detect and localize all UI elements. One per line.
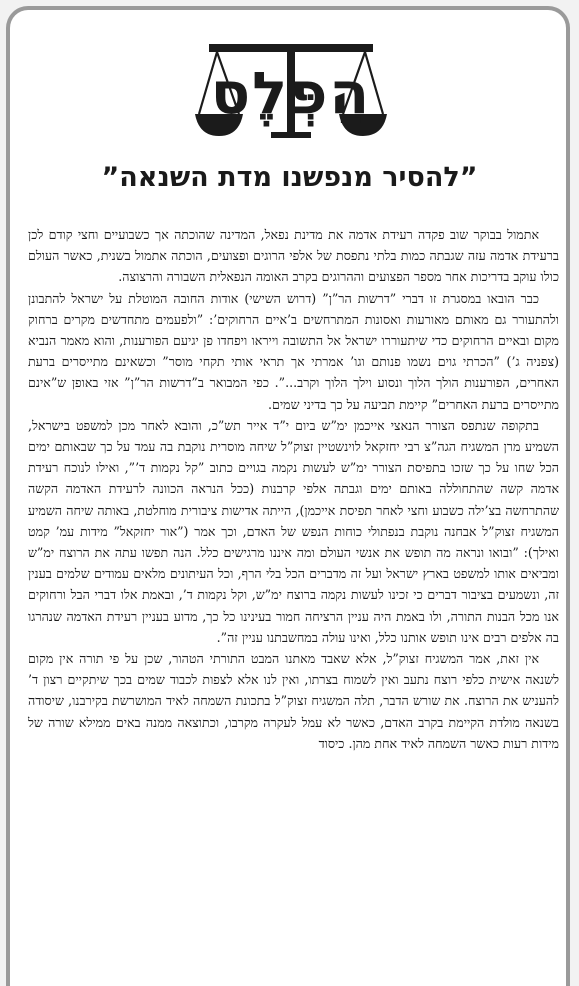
article-paragraph: כבר הובאו במסגרת זו דברי ”דרשות הר”ן” (דרוש השישי) אודות החובה המוטלת על ישראל להתבונן ולהתעורר גם מאותם מאורעות ואסונות המתרחשים ב’איים הרחוקים’: ”ולפעמים מתחדשים מקרים ברחוק מקום ובאיים הרחוקים כדי שיתעוררו ישראל אל התשובה וייראו ויפחדו פן יגיעם הפורענות, והוא מאמר הנביא (צפניה ג’) ”הכרתי גוים נשמו פנותם וגו’ אמרתי אך תראי אותי תקחי מוסר” וכשאינם מתייסרים ברעת האחרים, הפורענות הולך הלוך ונסוע וילך הלוך וקרב...”. כפי המבואר ב”דרשות הר”ן” אזי באופן ש”אינם מתייסרים ברעת האחרים” קיימת תביעה על כך בדיני שמים. <box>28 290 559 412</box>
article-body <box>28 224 559 754</box>
hapeles-logo <box>193 38 389 143</box>
logo-wordmark: הַפְּלֶס <box>210 59 372 127</box>
article-paragraph: אתמול בבוקר שוב פקדה רעידת אדמה את מדינת נפאל, המדינה שהוכתה אך כשבועיים וחצי קודם לכן ברעידת אדמה עזה שגבתה כמות בלתי נתפסת של אלפי הרוגים ופצועים, הוכתה אתמול בשנית, כאשר העולם כולו עוקב בדריכות אחר מספר הפצועים וההרוגים בקרב האומה הנפאלית השבורה והרצוצה. <box>28 227 559 285</box>
article-paragraph: בתקופה שנתפס הצורר הנאצי אייכמן ימ”ש ביום י”ד אייר תש”כ, והובא לאחר מכן למשפט בישראל, השמיע מרן המשגיח הגה”צ רבי יחזקאל לוינשטיין זצוק”ל שיחה מוסרית נוקבת בה עמד על כך שבאותם ימים הכל שחו על כך שזכו בתפיסת הצורר ימ”ש לעשות נקמה בגויים כתוב ”קל נקמות ד’”, ואילו לנוכח רעידת אדמה קשה שהתחוללה באותם ימים וגבתה אלפי קרבנות (ככל הנראה הכוונה לרעידת האדמה הקשה שהתרחשה בצ’ילה כשבוע וחצי לאחר תפיסת אייכמן), הייתה אדישות ציבורית מוחלטת, באותה שיחה השמיע המשגיח זצוק”ל אבחנה נוקבת בנפתולי כוחות הנפש של האדם, וכך אמר (”אור יחזקאל” מידות עמ’ קמט ואילך): ”ובואו ונראה מה תופש את אנשי העולם ומה איננו מרגישים כלל. הנה תפשו עתה את הרוצח ימ”ש ומביאים אותו למשפט בארץ ישראל ועל זה מדברים הכל בלי הרף, וכל העיתונים מלאים עמודים שלמים בענין זה, ונשמעים בציבור דברים כי זכינו לעשות נקמה ברוצח ימ”ש, וקל נקמות ד’, ובאמת אלו דברי הבל ורחוקים אנו מכל הבנות התורה, ולו באמת היה עניין הרציחה חמור בעינינו כל כך, מדוע בעניין רעידת האדמה שנהרגו בה אלפים רבים אינו תופש אותנו כלל, ואינו עולה במחשבתנו עניין זה”. <box>28 417 559 645</box>
article-paragraph: אין זאת, אמר המשגיח זצוק”ל, אלא שאבד מאתנו המבט התורתי הטהור, שכן על פי תורה אין מקום לשנאה אישית כלפי רוצח נתעב ואין לשמוח בצרתו, ואין לנו אלא לצפות לכבוד שמים בכך שיתקיים רצון ד’ להעניש את הרוצח. את שורש הדבר, תלה המשגיח זצוק”ל בתכונת השמחה לאיד המושרשת בקירבנו, שיסודה בשנאה מולדת הקיימת בקרב האדם, כאשר לא עמל לעקרה מקרבו, וכתוצאה ממנה באים ממילא שורה של מידות רעות כאשר השמחה לאיד אחת מהן. כיסוד <box>28 651 559 751</box>
article-headline: ”להסיר מנפשנו מדת השנאה” <box>101 162 478 193</box>
